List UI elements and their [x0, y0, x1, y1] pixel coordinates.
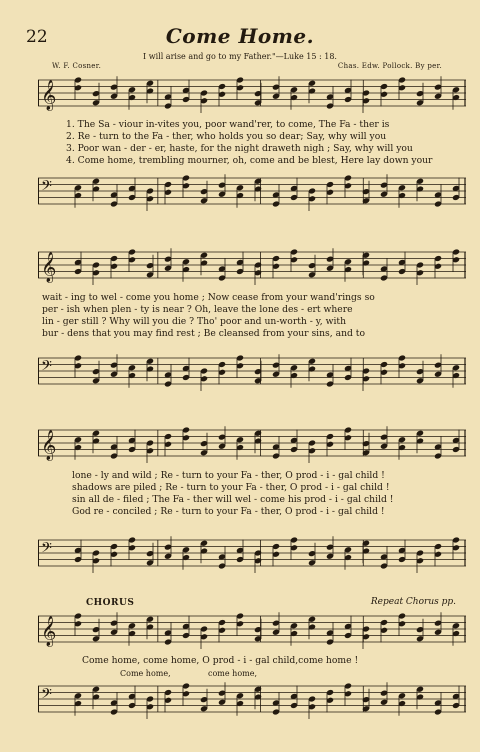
- lyric-line: 1. The Sa - viour in-vites you, poor wand'rer, to come, The Fa - ther is: [66, 119, 390, 130]
- bass-clef-icon: 𝄢: [41, 685, 52, 706]
- chorus-bass-words: Come home,: [120, 669, 171, 678]
- bass-clef-icon: 𝄢: [41, 357, 52, 378]
- treble-clef-icon: 𝄞: [41, 80, 57, 111]
- treble-staff-1: [38, 74, 466, 120]
- lyric-line: bur - dens that you may find rest ; Be cleansed from your sins, and to: [42, 328, 366, 339]
- lyric-line: 2. Re - turn to the Fa - ther, who holds you so dear; Say, why will you: [66, 131, 387, 142]
- chorus-bass-words: come home,: [208, 669, 257, 678]
- bass-staff-3: [38, 534, 466, 584]
- repeat-note: Repeat Chorus pp.: [370, 597, 456, 607]
- lyric-line: God re - conciled ; Re - turn to your Fa - ther, O prod - i - gal child !: [72, 506, 385, 517]
- epigraph: I will arise and go to my Father."—Luke 15 : 18.: [143, 52, 337, 61]
- lyric-line: lone - ly and wild ; Re - turn to your Fa - ther, O prod - i - gal child !: [72, 470, 385, 481]
- lyric-line: 4. Come home, trembling mourner, oh, come and be blest, Here lay down your: [66, 155, 433, 166]
- lyric-line: 3. Poor wan - der - er, haste, for the night draweth nigh ; Say, why will you: [66, 143, 413, 154]
- lyric-line: shadows are piled ; Re - turn to your Fa - ther, O prod - i - gal child !: [72, 482, 390, 493]
- bass-clef-icon: 𝄢: [41, 539, 52, 560]
- treble-clef-icon: 𝄞: [41, 252, 57, 283]
- lyric-line: per - ish when plen - ty is near ? Oh, leave the lone des - ert where: [42, 304, 353, 315]
- bass-staff-1: [38, 172, 466, 220]
- lyric-line: sin all de - filed ; The Fa - ther will wel - come his prod - i - gal child !: [72, 494, 394, 505]
- chorus-label: CHORUS: [86, 598, 135, 608]
- lyrics-system-3: [72, 470, 464, 518]
- treble-clef-icon: 𝄞: [41, 430, 57, 461]
- bass-clef-icon: 𝄢: [41, 177, 52, 198]
- chorus-lyric: Come home, come home, O prod - i - gal child,come home !: [82, 655, 359, 666]
- lyrics-system-2: [42, 292, 462, 340]
- lyric-line: lin - ger still ? Why will you die ? Tho' poor and un-worth - y, with: [42, 316, 346, 327]
- bass-staff-2: [38, 352, 466, 400]
- author-credit: Chas. Edw. Pollock. By per.: [337, 62, 442, 70]
- lyric-line: wait - ing to wel - come you home ; Now cease from your wand'rings so: [42, 292, 375, 303]
- treble-staff-2: [38, 246, 466, 292]
- bass-staff-chorus: [38, 680, 466, 730]
- page-number: 22: [26, 27, 48, 47]
- song-title: Come Home.: [165, 24, 315, 48]
- treble-staff-3: [38, 424, 466, 470]
- lyrics-system-1: [66, 119, 466, 167]
- treble-clef-icon: 𝄞: [41, 616, 57, 647]
- composer-credit: W. F. Cosner.: [52, 62, 102, 70]
- treble-staff-chorus: [38, 610, 466, 656]
